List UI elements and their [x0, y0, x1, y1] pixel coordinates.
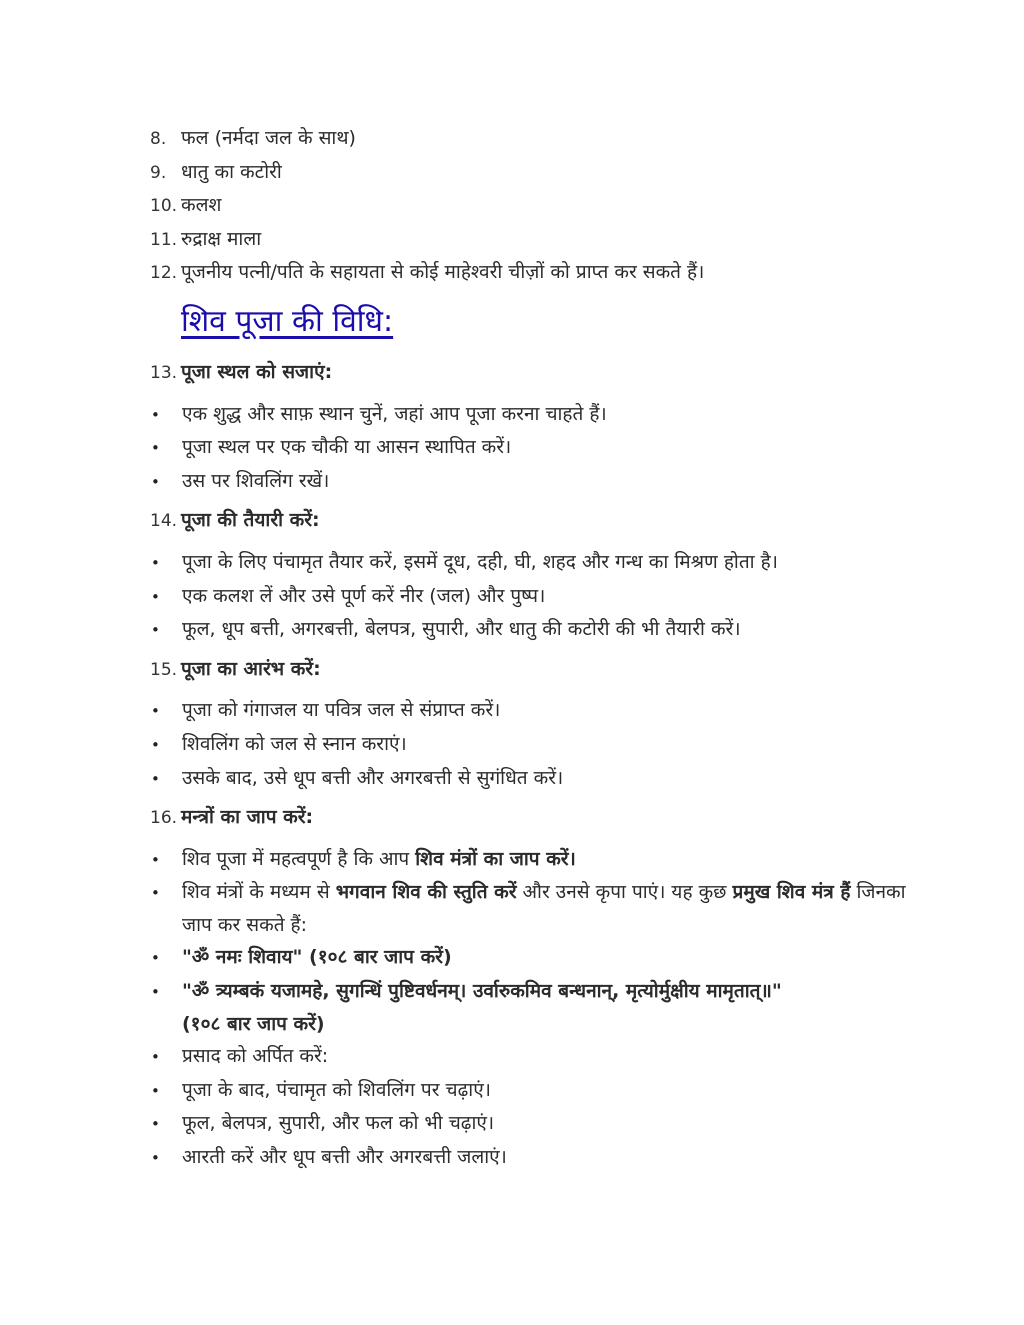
list-number: 11. — [150, 229, 178, 250]
bullet-text: पूजा के बाद, पंचामृत को शिवलिंग पर चढ़ाएं। — [182, 1078, 491, 1101]
list-text: धातु का कटोरी — [181, 160, 282, 183]
bullet-item — [150, 1141, 910, 1175]
bullet-item — [150, 728, 910, 762]
bullet-text: शिवलिंग को जल से स्नान कराएं। — [182, 732, 407, 755]
document-content — [150, 122, 910, 1175]
mantra-text — [182, 975, 910, 1040]
bullet-item — [150, 1040, 910, 1074]
bullet-text-bold: प्रमुख शिव मंत्र हैं — [732, 881, 851, 904]
section-number: 13. — [150, 362, 178, 383]
section-title — [150, 653, 910, 687]
bullet-icon: • — [151, 439, 160, 458]
section-title — [150, 356, 910, 390]
bullet-text: पूजा को गंगाजल या पवित्र जल से संप्राप्त करें। — [182, 699, 501, 722]
bullet-text-part: शिव पूजा में महत्वपूर्ण है कि आप — [182, 847, 416, 870]
mantra-line: "ॐ त्र्यम्बकं यजामहे, सुगन्धिं पुष्टिवर्धनम्। उर्वारुकमिव बन्धनान्, मृत्योर्मुक्षीय मामृतात्॥" — [182, 980, 782, 1003]
bullet-icon: • — [151, 1115, 160, 1134]
mantra-line: (१०८ बार जाप करें) — [182, 1012, 325, 1035]
bullet-text-bold: शिव मंत्रों का जाप करें। — [415, 847, 576, 870]
list-number: 10. — [150, 196, 178, 217]
bullet-icon: • — [151, 587, 160, 606]
bullet-text: आरती करें और धूप बत्ती और अगरबत्ती जलाएं। — [182, 1146, 507, 1169]
section-title — [150, 504, 910, 538]
section-title-text: पूजा की तैयारी करें: — [181, 509, 320, 532]
bullet-icon: • — [151, 850, 160, 869]
bullet-text: एक कलश लें और उसे पूर्ण करें नीर (जल) और पुष्प। — [182, 584, 546, 607]
bullet-item — [150, 431, 910, 465]
bullet-icon: • — [151, 735, 160, 754]
bullet-text: फूल, बेलपत्र, सुपारी, और फल को भी चढ़ाएं। — [182, 1112, 495, 1135]
list-item — [150, 156, 910, 190]
bullet-text-part: जिनका जाप कर सकते हैं: — [182, 881, 906, 936]
list-item — [150, 122, 910, 156]
list-number: 12. — [150, 263, 178, 284]
bullet-text: उसके बाद, उसे धूप बत्ती और अगरबत्ती से सुगंधित करें। — [182, 766, 564, 789]
list-text: पूजनीय पत्नी/पति के सहायता से कोई माहेश्वरी चीज़ों को प्राप्त कर सकते हैं। — [181, 261, 705, 284]
section-title-text: पूजा का आरंभ करें: — [181, 657, 321, 680]
section-number: 16. — [150, 808, 178, 829]
bullet-icon: • — [151, 702, 160, 721]
bullet-text-bold: भगवान शिव की स्तुति करें — [335, 881, 517, 904]
bullet-item — [150, 546, 910, 580]
bullet-text: प्रसाद को अर्पित करें: — [182, 1045, 329, 1068]
section-heading-link[interactable]: शिव पूजा की विधि: — [181, 303, 394, 339]
mantra-text: "ॐ नमः शिवाय" (१०८ बार जाप करें) — [182, 946, 452, 969]
bullet-icon: • — [151, 1149, 160, 1168]
bullet-icon: • — [151, 884, 160, 903]
bullet-item — [150, 580, 910, 614]
list-text: फल (नर्मदा जल के साथ) — [181, 127, 356, 149]
bullet-text — [182, 843, 910, 876]
bullet-item — [150, 876, 910, 941]
bullet-item — [150, 613, 910, 647]
bullet-item — [150, 398, 910, 432]
bullet-icon: • — [151, 405, 160, 424]
section-title-text: मन्त्रों का जाप करें: — [181, 806, 314, 829]
bullet-item — [150, 465, 910, 499]
bullet-item — [150, 762, 910, 796]
bullet-text: फूल, धूप बत्ती, अगरबत्ती, बेलपत्र, सुपारी, और धातु की कटोरी की भी तैयारी करें। — [182, 618, 741, 641]
bullet-text — [182, 876, 910, 941]
bullet-icon: • — [151, 472, 160, 491]
section-number: 15. — [150, 659, 178, 680]
list-item — [150, 223, 910, 257]
bullet-icon: • — [151, 1081, 160, 1100]
bullet-text-part: शिव मंत्रों के मध्यम से — [182, 881, 336, 904]
list-number: 9. — [150, 162, 167, 183]
list-number: 8. — [150, 129, 167, 149]
bullet-item — [150, 1107, 910, 1141]
bullet-icon: • — [151, 553, 160, 572]
section-title-text: पूजा स्थल को सजाएं: — [181, 360, 333, 383]
bullet-item — [150, 843, 910, 877]
bullet-text: पूजा के लिए पंचामृत तैयार करें, इसमें दूध, दही, घी, शहद और गन्ध का मिश्रण होता है। — [182, 550, 778, 573]
bullet-text: उस पर शिवलिंग रखें। — [182, 469, 330, 492]
bullet-item — [150, 975, 910, 1040]
bullet-icon: • — [151, 949, 160, 968]
list-item — [150, 189, 910, 223]
list-item — [150, 256, 910, 290]
bullet-item — [150, 941, 910, 975]
bullet-text-part: और उनसे कृपा पाएं। यह कुछ — [516, 881, 733, 904]
bullet-icon: • — [151, 769, 160, 788]
bullet-item — [150, 694, 910, 728]
bullet-item — [150, 1074, 910, 1108]
list-text: कलश — [181, 194, 222, 217]
list-text: रुद्राक्ष माला — [181, 227, 262, 250]
bullet-text: पूजा स्थल पर एक चौकी या आसन स्थापित करें। — [182, 436, 512, 459]
bullet-icon: • — [151, 1048, 160, 1067]
bullet-icon: • — [151, 621, 160, 640]
bullet-text: एक शुद्ध और साफ़ स्थान चुनें, जहां आप पूजा करना चाहते हैं। — [182, 402, 607, 425]
bullet-icon: • — [151, 983, 160, 1002]
section-number: 14. — [150, 511, 178, 532]
section-title — [150, 801, 910, 835]
